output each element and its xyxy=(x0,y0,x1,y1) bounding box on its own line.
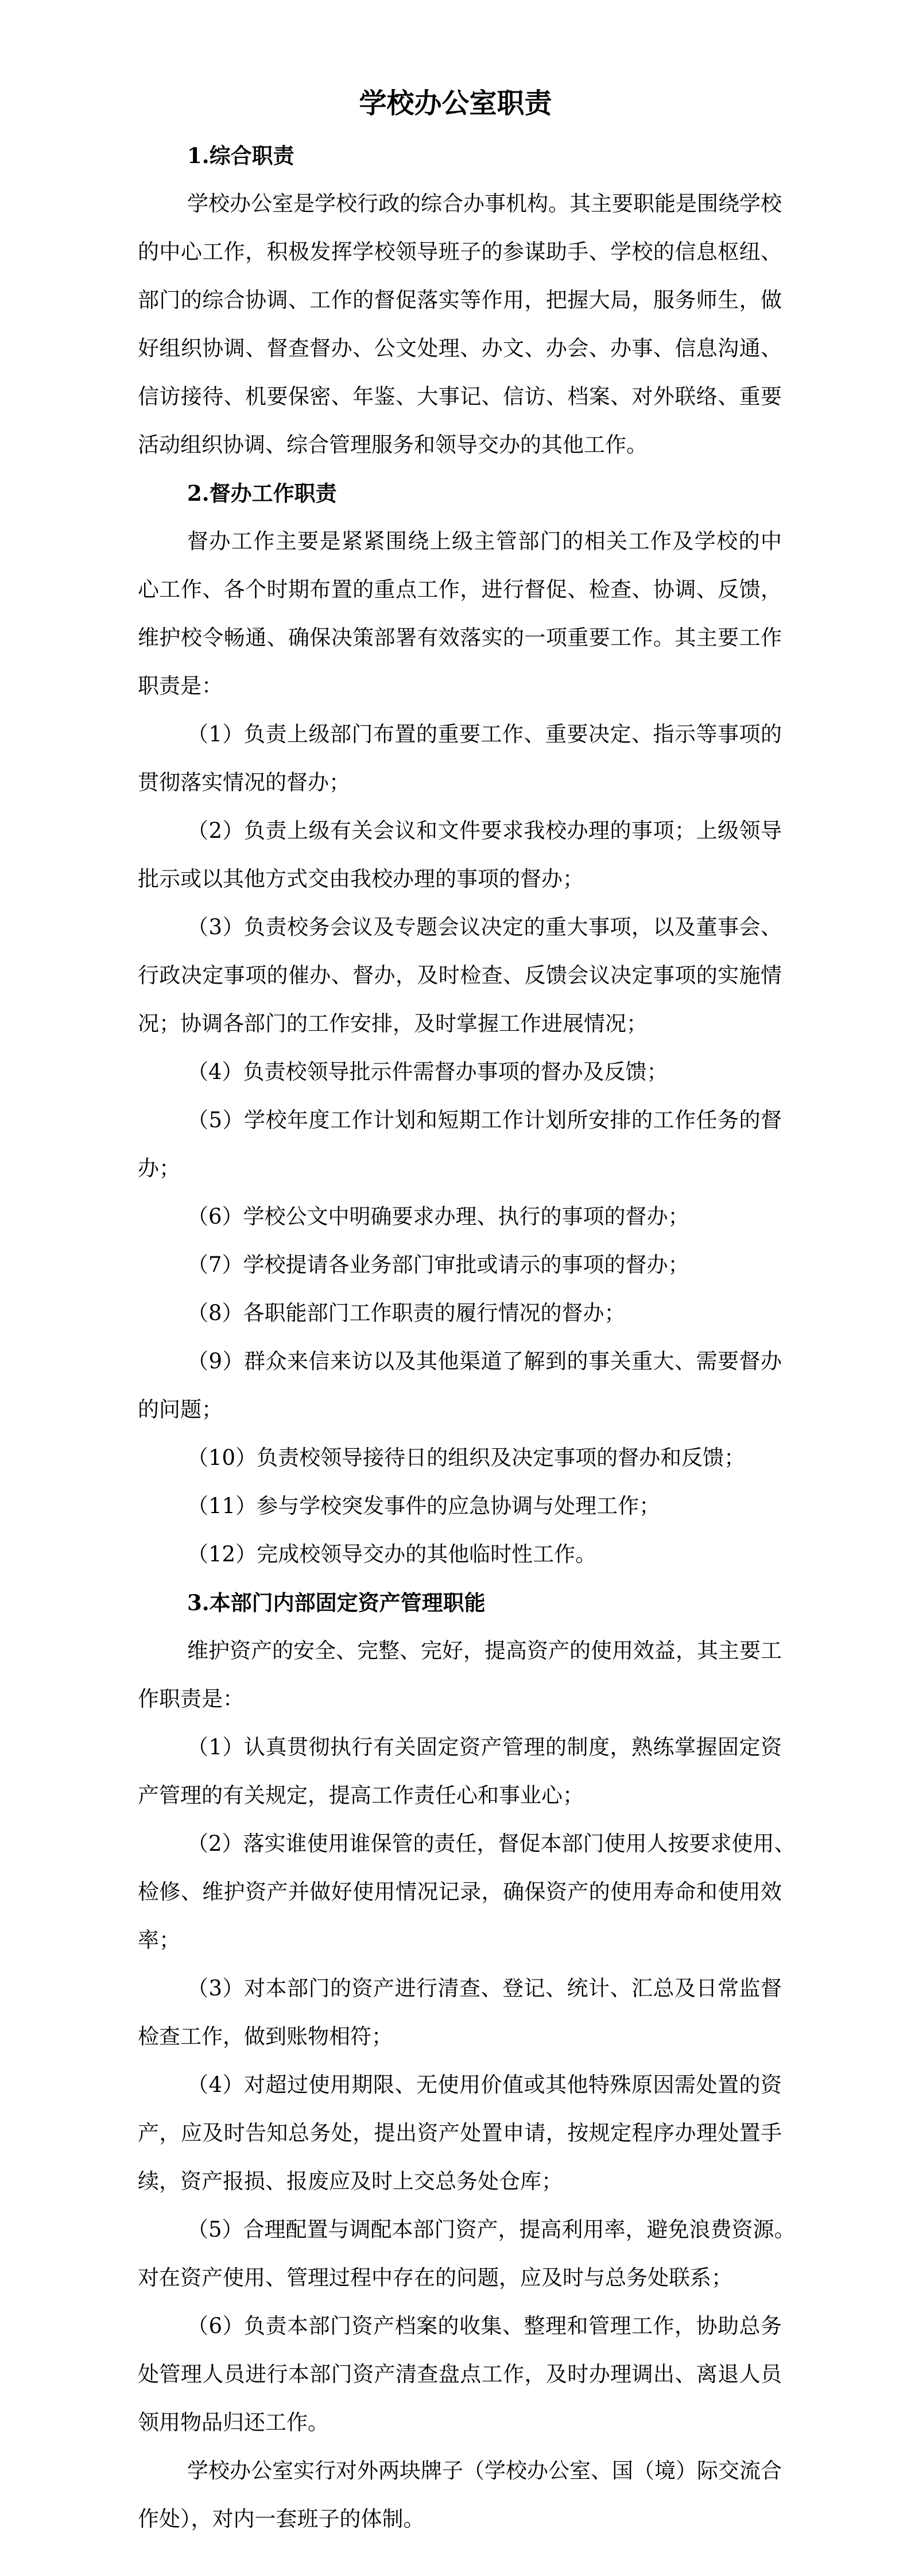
paragraph xyxy=(138,903,782,1048)
paragraph-line: 作职责是： xyxy=(138,1687,244,1711)
paragraph xyxy=(138,1048,782,1096)
paragraph-line: 检修、维护资产并做好使用情况记录，确保资产的使用寿命和使用效 xyxy=(138,1879,782,1904)
paragraph-line: 领用物品归还工作。 xyxy=(138,2410,329,2435)
paragraph-line: （3）对本部门的资产进行清查、登记、统计、汇总及日常监督 xyxy=(187,1976,782,2001)
paragraph-line: （2）负责上级有关会议和文件要求我校办理的事项；上级领导 xyxy=(187,818,782,843)
paragraph-line: 办； xyxy=(138,1156,180,1181)
paragraph-line: （12）完成校领导交办的其他临时性工作。 xyxy=(187,1542,597,1567)
paragraph xyxy=(138,710,782,807)
paragraph-line: （11）参与学校突发事件的应急协调与处理工作； xyxy=(187,1494,661,1518)
paragraph-line: 对在资产使用、管理过程中存在的问题，应及时与总务处联系； xyxy=(138,2265,732,2290)
paragraph-line: （5）学校年度工作计划和短期工作计划所安排的工作任务的督 xyxy=(187,1108,782,1132)
paragraph-line: 检查工作，做到账物相符； xyxy=(138,2024,393,2049)
document-title: 学校办公室职责 xyxy=(359,87,552,119)
paragraph xyxy=(138,1241,782,1289)
paragraph-line: （8）各职能部门工作职责的履行情况的督办； xyxy=(187,1301,626,1325)
paragraph-line: 心工作、各个时期布置的重点工作，进行督促、检查、协调、反馈， xyxy=(138,577,782,602)
paragraph-line: 信访接待、机要保密、年鉴、大事记、信访、档案、对外联络、重要 xyxy=(138,384,782,409)
paragraph-line: （9）群众来信来访以及其他渠道了解到的事关重大、需要督办 xyxy=(187,1349,782,1374)
paragraph-line: 况；协调各部门的工作安排，及时掌握工作进展情况； xyxy=(138,1011,648,1036)
paragraph xyxy=(138,1337,782,1434)
paragraph xyxy=(138,807,782,903)
paragraph-line: 续，资产报损、报废应及时上交总务处仓库； xyxy=(138,2169,563,2194)
paragraph xyxy=(138,2447,782,2543)
paragraph-line: （6）学校公文中明确要求办理、执行的事项的督办； xyxy=(187,1204,689,1229)
paragraph-line: 活动组织协调、综合管理服务和领导交办的其他工作。 xyxy=(138,432,648,457)
paragraph xyxy=(138,1096,782,1193)
paragraph-line: 产管理的有关规定，提高工作责任心和事业心； xyxy=(138,1783,584,1808)
paragraph xyxy=(138,1482,782,1530)
paragraph xyxy=(138,1964,782,2061)
paragraph-line: 批示或以其他方式交由我校办理的事项的督办； xyxy=(138,867,584,891)
paragraph xyxy=(138,1627,782,1723)
paragraph-line: 学校办公室是学校行政的综合办事机构。其主要职能是围绕学校 xyxy=(187,191,782,216)
paragraph-line: 的中心工作，积极发挥学校领导班子的参谋助手、学校的信息枢纽、 xyxy=(138,239,782,264)
paragraph xyxy=(138,517,782,710)
paragraph-line: （5）合理配置与调配本部门资产，提高利用率，避免浪费资源。 xyxy=(187,2217,796,2242)
paragraph-line: 维护资产的安全、完整、完好，提高资产的使用效益，其主要工 xyxy=(187,1638,782,1663)
section-heading: 1.综合职责 xyxy=(187,143,294,168)
paragraph-line: 职责是： xyxy=(138,674,223,698)
paragraph xyxy=(138,1434,782,1482)
paragraph-line: 产，应及时告知总务处，提出资产处置申请，按规定程序办理处置手 xyxy=(138,2121,782,2145)
paragraph-line: 部门的综合协调、工作的督促落实等作用，把握大局，服务师生，做 xyxy=(138,288,782,312)
paragraph-line: （4）负责校领导批示件需督办事项的督办及反馈； xyxy=(187,1059,668,1084)
paragraph-line: 督办工作主要是紧紧围绕上级主管部门的相关工作及学校的中 xyxy=(187,529,782,554)
paragraph-line: （4）对超过使用期限、无使用价值或其他特殊原因需处置的资 xyxy=(187,2072,782,2097)
section-heading: 3.本部门内部固定资产管理职能 xyxy=(187,1590,486,1615)
paragraph-line: （6）负责本部门资产档案的收集、整理和管理工作，协助总务 xyxy=(187,2314,782,2338)
paragraph-line: 好组织协调、督查督办、公文处理、办文、办会、办事、信息沟通、 xyxy=(138,336,782,361)
paragraph xyxy=(138,2302,782,2447)
paragraph xyxy=(138,1193,782,1241)
paragraph-line: （10）负责校领导接待日的组织及决定事项的督办和反馈； xyxy=(187,1445,746,1470)
paragraph-line: 作处），对内一套班子的体制。 xyxy=(138,2507,425,2531)
paragraph-line: 的问题； xyxy=(138,1397,223,1422)
document-body xyxy=(138,131,796,2543)
paragraph xyxy=(138,2206,796,2302)
paragraph xyxy=(138,1723,782,1820)
paragraph-line: 率； xyxy=(138,1928,180,1952)
paragraph-line: （2）落实谁使用谁保管的责任，督促本部门使用人按要求使用、 xyxy=(187,1831,796,1856)
paragraph-line: 维护校令畅通、确保决策部署有效落实的一项重要工作。其主要工作 xyxy=(138,625,782,650)
paragraph-line: 贯彻落实情况的督办； xyxy=(138,770,350,795)
paragraph xyxy=(138,180,782,469)
paragraph xyxy=(138,1289,782,1337)
paragraph xyxy=(138,1530,782,1579)
paragraph xyxy=(138,2061,782,2206)
paragraph-line: （1）认真贯彻执行有关固定资产管理的制度，熟练掌握固定资 xyxy=(187,1735,782,1759)
section-heading: 2.督办工作职责 xyxy=(187,481,337,506)
paragraph-line: 行政决定事项的催办、督办，及时检查、反馈会议决定事项的实施情 xyxy=(138,963,782,988)
paragraph-line: （1）负责上级部门布置的重要工作、重要决定、指示等事项的 xyxy=(187,722,782,747)
paragraph-line: 学校办公室实行对外两块牌子（学校办公室、国（境）际交流合 xyxy=(187,2458,782,2483)
paragraph-line: （3）负责校务会议及专题会议决定的重大事项，以及董事会、 xyxy=(187,915,782,939)
paragraph-line: 处管理人员进行本部门资产清查盘点工作，及时办理调出、离退人员 xyxy=(138,2362,782,2387)
paragraph xyxy=(138,1820,796,1964)
paragraph-line: （7）学校提请各业务部门审批或请示的事项的督办； xyxy=(187,1252,689,1277)
